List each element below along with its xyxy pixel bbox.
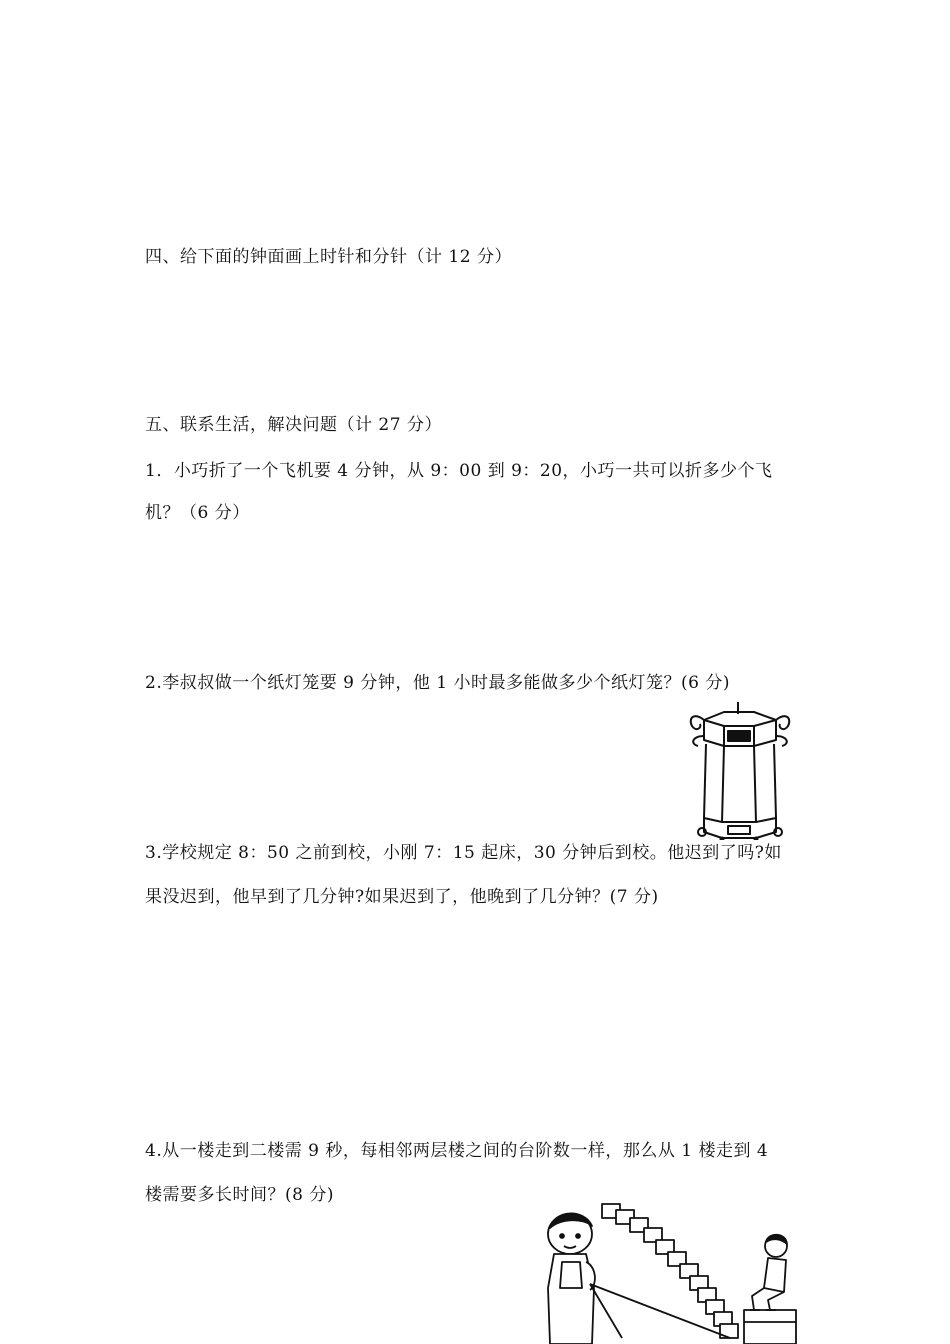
question1-line2: 机？（6 分） (145, 503, 250, 523)
paper-lantern-illustration (684, 700, 796, 840)
section5-heading: 五、联系生活，解决问题（计 27 分） (145, 415, 442, 435)
question4-line1: 4.从一楼走到二楼需 9 秒，每相邻两层楼之间的台阶数一样，那么从 1 楼走到 4 (145, 1141, 769, 1161)
question4-line2: 楼需要多长时间？(8 分) (145, 1185, 334, 1205)
question3-line2: 果没迟到，他早到了几分钟?如果迟到了，他晚到了几分钟？(7 分) (145, 887, 659, 907)
question1-line1: 1．小巧折了一个飞机要 4 分钟，从 9：00 到 9：20，小巧一共可以折多少个飞 (145, 461, 773, 481)
question2-line1: 2.李叔叔做一个纸灯笼要 9 分钟，他 1 小时最多能做多少个纸灯笼？(6 分) (145, 673, 730, 693)
question3-line1: 3.学校规定 8：50 之前到校，小刚 7：15 起床，30 分钟后到校。他迟到了吗?如 (145, 843, 782, 863)
staircase-children-illustration (540, 1188, 810, 1344)
section4-heading: 四、给下面的钟面画上时针和分针（计 12 分） (145, 247, 512, 267)
